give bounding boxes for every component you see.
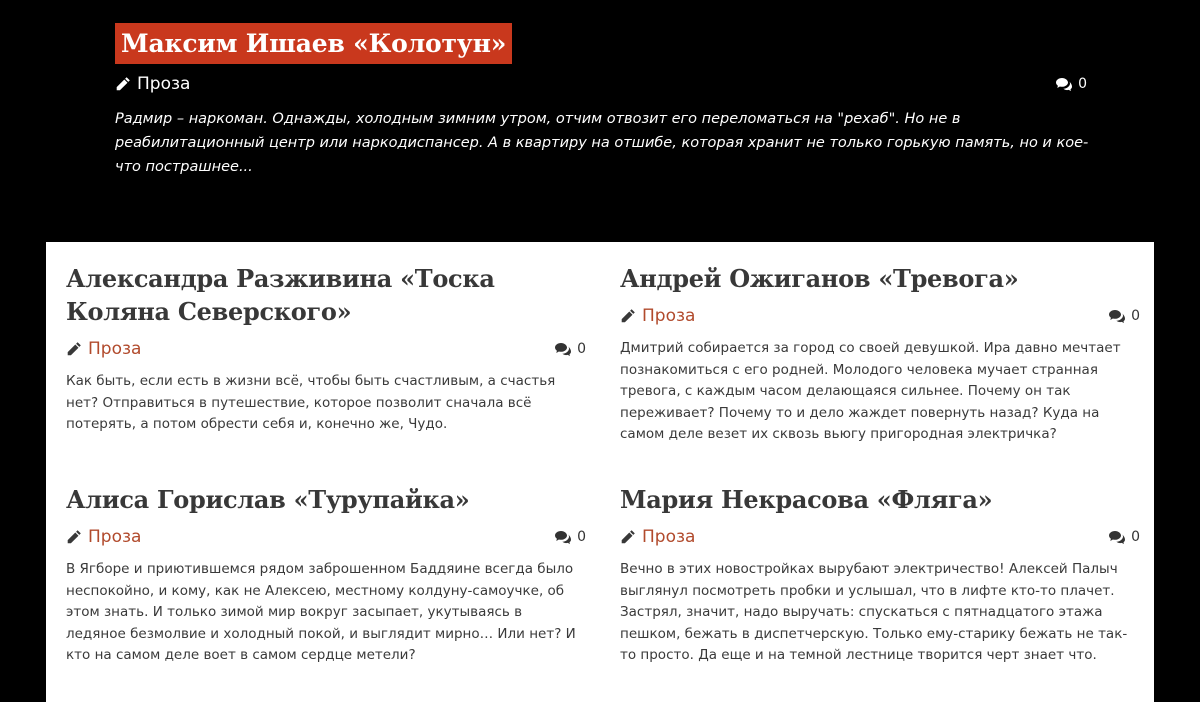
post-comments-count: 0 <box>1131 529 1140 545</box>
featured-post-title[interactable]: Максим Ишаев «Колотун» <box>115 23 512 64</box>
pencil-icon <box>66 341 82 357</box>
post-comments-count: 0 <box>577 341 586 357</box>
featured-category-link[interactable] <box>115 74 190 94</box>
pencil-icon <box>620 529 636 545</box>
post-category-label: Проза <box>88 339 142 359</box>
post-category-label: Проза <box>642 306 696 326</box>
comment-bubble-icon <box>555 531 571 544</box>
post-category-link[interactable] <box>66 339 141 359</box>
post-excerpt: Дмитрий собирается за город со своей девушкой. Ира давно мечтает познакомиться с его родней. Молодого человека мучает странная тревога, с каждым часом делающаяся сильнее. Почему он так переживает? Почему то и дело жаждет повернуть назад? Куда на самом деле везет их сквозь вьюгу пригородная электричка? <box>620 340 1121 442</box>
post-comments-link[interactable] <box>1109 308 1140 324</box>
comment-bubble-icon <box>1109 531 1125 544</box>
pencil-icon <box>66 529 82 545</box>
comment-bubble-icon <box>1109 310 1125 323</box>
post-title[interactable]: Алиса Горислав «Турупайка» <box>66 485 470 514</box>
post-meta <box>66 338 586 360</box>
featured-post-meta <box>115 73 1087 95</box>
featured-post <box>0 0 1200 242</box>
post-comments-link[interactable] <box>555 529 586 545</box>
post-title[interactable]: Андрей Ожиганов «Тревога» <box>620 264 1019 293</box>
post-excerpt: Вечно в этих новостройках вырубают электричество! Алексей Палыч выглянул посмотреть пробки и услышал, что в лифте кто-то плачет. Застрял, значит, надо выручать: спускаться с пятнадцатого этажа пешком, бежать в диспетчерскую. Только ему-старику бежать не так-то просто. Да еще и на темной лестнице творится черт знает что. <box>620 561 1128 663</box>
pencil-icon <box>115 76 131 92</box>
pencil-icon <box>620 308 636 324</box>
posts-grid <box>46 242 1154 702</box>
post-title[interactable]: Александра Разживина «Тоска Коляна Северского» <box>66 264 495 326</box>
post-meta <box>66 526 586 548</box>
post-title[interactable]: Мария Некрасова «Фляга» <box>620 485 993 514</box>
post-card <box>66 483 586 667</box>
post-comments-count: 0 <box>577 529 586 545</box>
featured-comments-count: 0 <box>1078 76 1087 92</box>
post-category-link[interactable] <box>66 527 141 547</box>
post-category-link[interactable] <box>620 527 695 547</box>
post-meta <box>620 526 1140 548</box>
post-category-label: Проза <box>642 527 696 547</box>
post-card <box>66 262 586 436</box>
comment-bubble-icon <box>1056 78 1072 91</box>
post-comments-link[interactable] <box>555 341 586 357</box>
post-meta <box>620 305 1140 327</box>
featured-post-excerpt: Радмир – наркоман. Однажды, холодным зимним утром, отчим отвозит его переломаться на "рехаб". Но не в реабилитационный центр или наркодиспансер. А в квартиру на отшибе, которая хранит не только горькую память, но и кое-что пострашнее... <box>115 111 1089 175</box>
featured-comments-link[interactable] <box>1056 76 1087 92</box>
post-card <box>620 262 1140 446</box>
comment-bubble-icon <box>555 343 571 356</box>
post-category-link[interactable] <box>620 306 695 326</box>
post-category-label: Проза <box>88 527 142 547</box>
featured-category-label: Проза <box>137 74 191 94</box>
post-comments-count: 0 <box>1131 308 1140 324</box>
post-card <box>620 483 1140 667</box>
post-comments-link[interactable] <box>1109 529 1140 545</box>
post-excerpt: Как быть, если есть в жизни всё, чтобы быть счастливым, а счастья нет? Отправиться в путешествие, которое позволит сначала всё потерять, а потом обрести себя и, конечно же, Чудо. <box>66 373 556 432</box>
post-excerpt: В Ягборе и приютившемся рядом заброшенном Баддяине всегда было неспокойно, и кому, как не Алексею, местному колдуну-самоучке, об этом знать. И только зимой мир вокруг засыпает, укутываясь в ледяное безмолвие и холодный покой, и выглядит мирно… Или нет? И кто на самом деле воет в самом сердце метели? <box>66 561 576 663</box>
